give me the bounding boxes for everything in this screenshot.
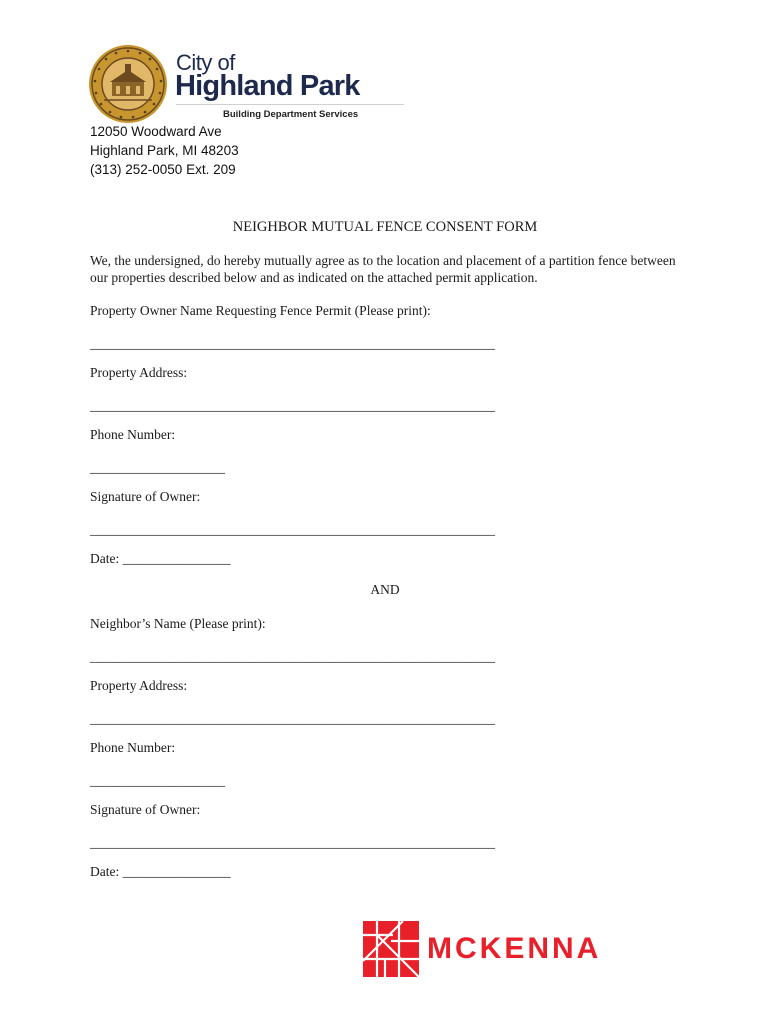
owner-date-field[interactable]: Date: ________________ xyxy=(90,551,231,566)
owner-address-field[interactable]: ____________________________________________________________ xyxy=(90,398,495,413)
owner-address-label: Property Address: xyxy=(90,365,188,380)
owner-signature-label: Signature of Owner: xyxy=(90,489,201,504)
neighbor-address-label: Property Address: xyxy=(90,678,188,693)
owner-name-field[interactable]: ____________________________________________________________ xyxy=(90,336,495,351)
neighbor-address-field[interactable]: ____________________________________________________________ xyxy=(90,711,495,726)
owner-name-label: Property Owner Name Requesting Fence Permit (Please print): xyxy=(90,303,431,318)
neighbor-date-field[interactable]: Date: ________________ xyxy=(90,864,231,879)
intro-paragraph: We, the undersigned, do hereby mutually agree as to the location and placement of a partition fence between our properties described below and as indicated on the attached permit application. xyxy=(90,253,676,285)
city-of-text: City of xyxy=(176,50,235,75)
mckenna-logo-mark xyxy=(363,921,419,977)
form-title: NEIGHBOR MUTUAL FENCE CONSENT FORM xyxy=(232,219,538,235)
department-name: Building Department Services xyxy=(223,109,359,120)
header-divider xyxy=(176,104,404,105)
owner-phone-label: Phone Number: xyxy=(90,427,176,442)
city-name-wordmark: Highland Park xyxy=(175,70,360,102)
mckenna-wordmark: MCKENNA xyxy=(427,932,602,965)
neighbor-name-field[interactable]: ____________________________________________________________ xyxy=(90,649,495,664)
address-city: Highland Park, MI 48203 xyxy=(90,143,239,158)
neighbor-phone-field[interactable]: ____________________ xyxy=(90,773,225,788)
address-street: 12050 Woodward Ave xyxy=(90,124,222,139)
owner-signature-field[interactable]: ____________________________________________________________ xyxy=(90,522,495,537)
neighbor-name-label: Neighbor’s Name (Please print): xyxy=(90,616,266,631)
neighbor-signature-label: Signature of Owner: xyxy=(90,802,201,817)
address-phone: (313) 252-0050 Ext. 209 xyxy=(90,162,236,177)
neighbor-signature-field[interactable]: ____________________________________________________________ xyxy=(90,835,495,850)
owner-phone-field[interactable]: ____________________ xyxy=(90,460,225,475)
city-seal-logo xyxy=(88,44,168,124)
and-separator: AND xyxy=(370,582,400,597)
neighbor-phone-label: Phone Number: xyxy=(90,740,176,755)
